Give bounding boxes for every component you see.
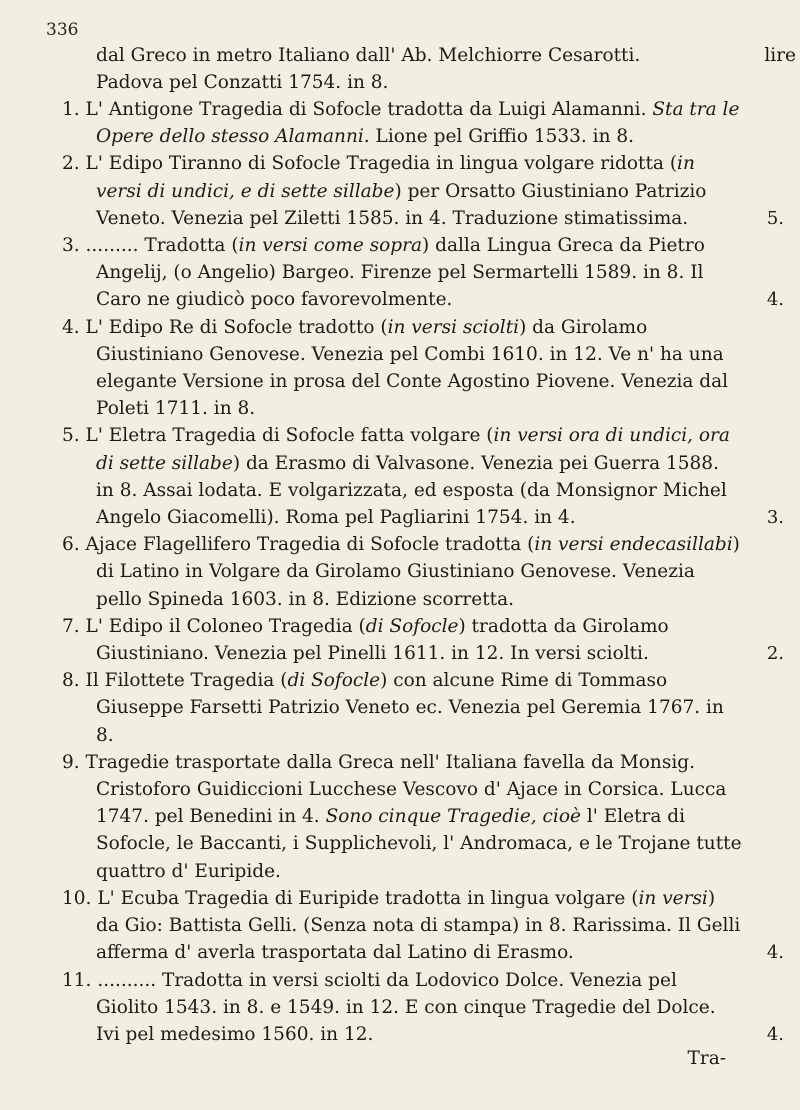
entry-rest: Lione pel Griffio 1533. in 8. <box>369 126 635 148</box>
entry-number: 11. <box>62 969 92 991</box>
entry-text: L' Ecuba Tragedia di Euripide tradotta in lingua volgare ( <box>97 887 639 909</box>
catalog-entry <box>50 749 786 885</box>
entry-text: L' Eletra Tragedia di Sofocle fatta volgare ( <box>85 425 494 447</box>
entry-number: 10. <box>62 887 92 909</box>
entry-text: ......... Tradotta ( <box>85 235 239 257</box>
entry-number: 7. <box>62 615 80 637</box>
entry-text: Tragedie trasportate dalla Greca nell' Italiana favella da Monsig. Cristoforo Guidiccioni Lucchese Vescovo d' Ajace in Corsica. Lucca 1747. pel Benedini in 4. <box>85 751 727 828</box>
entry-number: 5. <box>62 425 80 447</box>
catalog-entry <box>50 613 786 667</box>
entry-price: 5. <box>766 207 784 229</box>
entry-price: 2. <box>766 643 784 665</box>
entry-number: 8. <box>62 670 80 692</box>
entry-italic: Sta tra le Opere dello stesso Alamanni. <box>96 99 740 148</box>
entry-price: 3. <box>766 507 784 529</box>
entry-rest: ) tradotta da Girolamo Giustiniano. Venezia pel Pinelli 1611. in 12. In versi sciolti. <box>96 615 669 665</box>
entry-number: 3. <box>62 235 80 257</box>
catchword: Tra- <box>687 1048 726 1070</box>
entry-text: L' Edipo Tiranno di Sofocle Tragedia in lingua volgare ridotta ( <box>85 153 678 175</box>
intro-line-1: dal Greco in metro Italiano dall' Ab. Melchiorre Cesarotti. <box>96 45 641 66</box>
entry-number: 2. <box>62 153 80 175</box>
entry-number: 4. <box>62 316 80 338</box>
entry-rest: ) dalla Lingua Greca da Pietro Angelij, (o Angelio) Bargeo. Firenze pel Sermartelli 1589. in 8. Il Caro ne giudicò poco favorevolmente. <box>96 235 705 311</box>
catalog-entry <box>50 232 786 314</box>
entry-price: 4. <box>766 289 784 311</box>
entry-price: 4. <box>766 1023 784 1045</box>
entry-list <box>50 96 786 1069</box>
entry-rest: ) da Erasmo di Valvasone. Venezia pei Guerra 1588. in 8. Assai lodata. E volgarizzata, ed esposta (da Monsignor Michel Angelo Giacomelli). Roma pel Pagliarini 1754. in 4. <box>96 452 727 529</box>
entry-text: L' Edipo Re di Sofocle tradotto ( <box>85 316 388 338</box>
page-number: 336 <box>46 20 79 40</box>
entry-italic: in versi come sopra <box>238 235 423 257</box>
catalog-entry <box>50 885 786 967</box>
entry-rest: ) da Gio: Battista Gelli. (Senza nota di stampa) in 8. Rarissima. Il Gelli afferma d' averla trasportata dal Latino di Erasmo. <box>96 887 741 964</box>
catalog-entry <box>50 150 786 232</box>
entry-number: 6. <box>62 534 80 556</box>
catalog-entry <box>50 967 786 1049</box>
entry-text: Ajace Flagellifero Tragedia di Sofocle tradotta ( <box>85 534 535 556</box>
entry-price: 4. <box>766 942 784 964</box>
entry-rest: ) di Latino in Volgare da Girolamo Giustiniano Genovese. Venezia pello Spineda 1603. in 8. Edizione scorretta. <box>96 534 740 610</box>
catalog-entry <box>50 314 786 423</box>
entry-italic: in versi sciolti <box>387 316 520 338</box>
entry-italic: in versi ora di undici, ora di sette sillabe <box>96 425 730 474</box>
intro-line-2: Padova pel Conzatti 1754. in 8. <box>96 72 389 93</box>
catalog-entry <box>50 531 786 613</box>
catalog-entry <box>50 422 786 531</box>
entry-text: L' Antigone Tragedia di Sofocle tradotta da Luigi Alamanni. <box>85 99 647 120</box>
entry-italic: in versi <box>638 887 708 909</box>
entry-italic: Sono cinque Tragedie, cioè <box>325 806 581 828</box>
entry-text: L' Edipo il Coloneo Tragedia ( <box>85 615 366 637</box>
entry-rest: ) con alcune Rime di Tommaso Giuseppe Farsetti Patrizio Veneto ec. Venezia pel Geremia 1767. in 8. <box>96 670 724 746</box>
intro-text <box>96 42 796 96</box>
entry-number: 1. <box>62 99 80 120</box>
entry-italic: in versi endecasillabi <box>534 534 733 556</box>
entry-rest: ) da Girolamo Giustiniano Genovese. Venezia pel Combi 1610. in 12. Ve n' ha una elegante Versione in prosa del Conte Agostino Piovene. Venezia dal Poleti 1711. in 8. <box>96 316 729 420</box>
entry-italic: di Sofocle <box>287 670 381 692</box>
entry-number: 9. <box>62 751 80 773</box>
entry-text: Il Filottete Tragedia ( <box>85 670 288 692</box>
entry-italic: di Sofocle <box>365 615 459 637</box>
entry-rest: l' Eletra di Sofocle, le Baccanti, i Supplichevoli, l' Andromaca, e le Trojane tutte quattro d' Euripide. <box>96 806 742 882</box>
catalog-entry <box>50 96 786 150</box>
price-column-header: lire <box>764 45 796 66</box>
entry-italic: in versi di undici, e di sette sillabe <box>96 153 695 202</box>
catalog-entry <box>50 667 786 749</box>
entry-text: .......... Tradotta in versi sciolti da Lodovico Dolce. Venezia pel Giolito 1543. in 8. e 1549. in 12. E con cinque Tragedie del Dolce. Ivi pel medesimo 1560. in 12. <box>96 969 716 1045</box>
entry-rest: ) per Orsatto Giustiniano Patrizio Veneto. Venezia pel Ziletti 1585. in 4. Traduzione stimatissima. <box>96 180 707 229</box>
